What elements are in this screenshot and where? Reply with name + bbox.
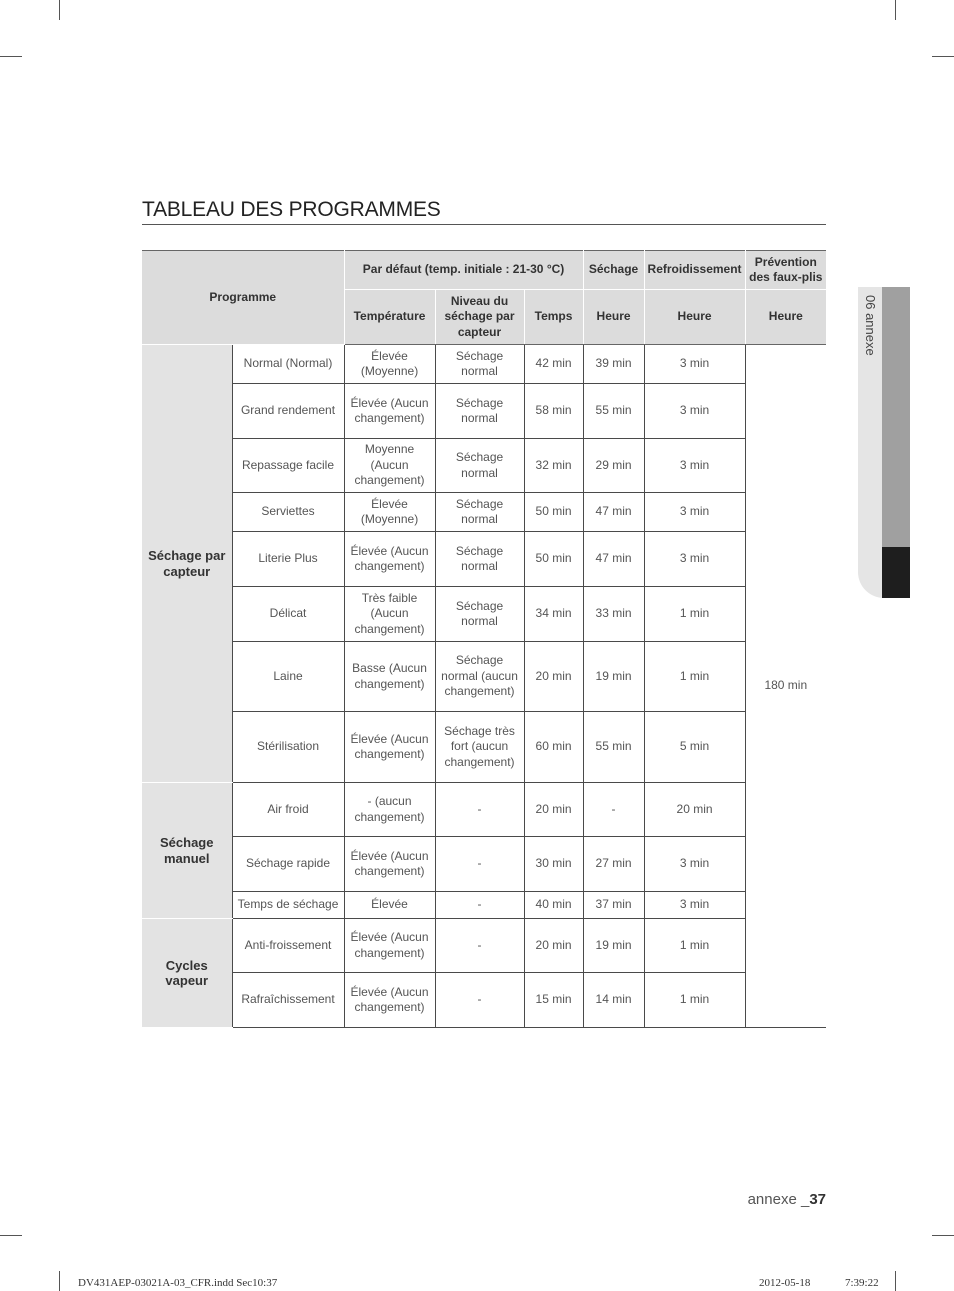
refroidissement-cell: 1 min [644,642,745,712]
niveau-cell: Séchage normal [435,384,524,439]
table-row [142,384,826,439]
temperature-cell: Très faible (Aucun changement) [344,587,435,642]
group-capteur: Séchage par capteur [142,345,232,783]
crop-mark [932,1235,954,1236]
niveau-cell: - [435,973,524,1028]
temps-cell: 34 min [524,587,583,642]
refroidissement-cell: 1 min [644,919,745,973]
refroidissement-cell: 5 min [644,712,745,783]
temps-cell: 58 min [524,384,583,439]
temperature-cell: Basse (Aucun changement) [344,642,435,712]
table-row [142,712,826,783]
sechage-cell: - [583,783,644,837]
niveau-cell: - [435,783,524,837]
group-vapeur: Cycles vapeur [142,919,232,1028]
refroidissement-cell: 3 min [644,532,745,587]
header-heure-sechage: Heure [583,290,644,345]
programme-name: Anti-froissement [232,919,344,973]
temperature-cell: Moyenne (Aucun changement) [344,439,435,493]
sechage-cell: 47 min [583,532,644,587]
page-number [748,1191,826,1208]
niveau-cell: Séchage normal [435,439,524,493]
sechage-cell: 14 min [583,973,644,1028]
crop-mark [895,0,896,20]
table-row [142,973,826,1028]
niveau-cell: - [435,919,524,973]
programme-name: Temps de séchage [232,892,344,919]
section-tab-bar [882,287,910,547]
table-row [142,919,826,973]
sechage-cell: 37 min [583,892,644,919]
refroidissement-cell: 1 min [644,973,745,1028]
temps-cell: 20 min [524,919,583,973]
programme-name: Rafraîchissement [232,973,344,1028]
crop-mark [895,1271,896,1291]
refroidissement-cell: 20 min [644,783,745,837]
crop-mark [59,0,60,20]
sechage-cell: 55 min [583,384,644,439]
temps-cell: 40 min [524,892,583,919]
crop-mark [932,56,954,57]
crop-mark [0,56,22,57]
niveau-cell: Séchage normal (aucun changement) [435,642,524,712]
footer-file: DV431AEP-03021A-03_CFR.indd Sec10:37 [78,1277,278,1289]
programme-name: Serviettes [232,493,344,532]
temps-cell: 60 min [524,712,583,783]
programme-name: Literie Plus [232,532,344,587]
sechage-cell: 39 min [583,345,644,384]
header-defaults: Par défaut (temp. initiale : 21-30 °C) [344,251,583,290]
temps-cell: 15 min [524,973,583,1028]
niveau-cell: - [435,892,524,919]
sechage-cell: 19 min [583,919,644,973]
temps-cell: 32 min [524,439,583,493]
sechage-cell: 29 min [583,439,644,493]
footer-time: 7:39:22 [845,1277,879,1289]
temps-cell: 20 min [524,783,583,837]
sechage-cell: 55 min [583,712,644,783]
table-row [142,345,826,384]
niveau-cell: Séchage très fort (aucun changement) [435,712,524,783]
page-title: TABLEAU DES PROGRAMMES [142,198,441,221]
refroidissement-cell: 3 min [644,892,745,919]
header-heure-prevention: Heure [745,290,826,345]
temperature-cell: Élevée (Aucun changement) [344,712,435,783]
sechage-cell: 47 min [583,493,644,532]
sechage-cell: 27 min [583,837,644,892]
temperature-cell: Élevée (Moyenne) [344,493,435,532]
sechage-cell: 33 min [583,587,644,642]
crop-mark [59,1271,60,1291]
header-prevention: Prévention des faux-plis [745,251,826,290]
table-row [142,892,826,919]
temps-cell: 20 min [524,642,583,712]
table-row [142,587,826,642]
programme-name: Normal (Normal) [232,345,344,384]
programme-name: Stérilisation [232,712,344,783]
header-temperature: Température [344,290,435,345]
niveau-cell: Séchage normal [435,345,524,384]
refroidissement-cell: 3 min [644,439,745,493]
table-row [142,783,826,837]
table-row [142,532,826,587]
header-programme: Programme [142,251,344,345]
programme-name: Repassage facile [232,439,344,493]
header-refroidissement: Refroidissement [644,251,745,290]
header-niveau: Niveau du séchage par capteur [435,290,524,345]
temperature-cell: - (aucun changement) [344,783,435,837]
niveau-cell: Séchage normal [435,587,524,642]
temperature-cell: Élevée (Aucun changement) [344,973,435,1028]
table-row [142,439,826,493]
refroidissement-cell: 3 min [644,493,745,532]
table-row [142,493,826,532]
temps-cell: 42 min [524,345,583,384]
temperature-cell: Élevée (Aucun changement) [344,532,435,587]
programme-name: Délicat [232,587,344,642]
refroidissement-cell: 3 min [644,345,745,384]
refroidissement-cell: 3 min [644,837,745,892]
refroidissement-cell: 3 min [644,384,745,439]
footer-date: 2012-05-18 [759,1277,811,1289]
page-number-value: 37 [809,1191,826,1208]
prevention-cell: 180 min [745,345,826,1028]
page-number-label: annexe _ [747,1191,810,1208]
temps-cell: 30 min [524,837,583,892]
header-heure-refroidissement: Heure [644,290,745,345]
programme-name: Séchage rapide [232,837,344,892]
niveau-cell: - [435,837,524,892]
temperature-cell: Élevée [344,892,435,919]
programme-name: Grand rendement [232,384,344,439]
header-temps: Temps [524,290,583,345]
temps-cell: 50 min [524,493,583,532]
table-row [142,837,826,892]
temperature-cell: Élevée (Aucun changement) [344,919,435,973]
title-rule [142,224,826,225]
group-manuel: Séchage manuel [142,783,232,919]
header-sechage: Séchage [583,251,644,290]
sechage-cell: 19 min [583,642,644,712]
temperature-cell: Élevée (Aucun changement) [344,384,435,439]
temperature-cell: Élevée (Moyenne) [344,345,435,384]
crop-mark [0,1235,22,1236]
niveau-cell: Séchage normal [435,493,524,532]
programme-name: Air froid [232,783,344,837]
table-row [142,642,826,712]
programme-name: Laine [232,642,344,712]
temps-cell: 50 min [524,532,583,587]
temperature-cell: Élevée (Aucun changement) [344,837,435,892]
niveau-cell: Séchage normal [435,532,524,587]
programme-table [142,250,826,1028]
refroidissement-cell: 1 min [644,587,745,642]
section-tab-label: 06 annexe [863,295,878,356]
section-tab-marker [882,547,910,598]
